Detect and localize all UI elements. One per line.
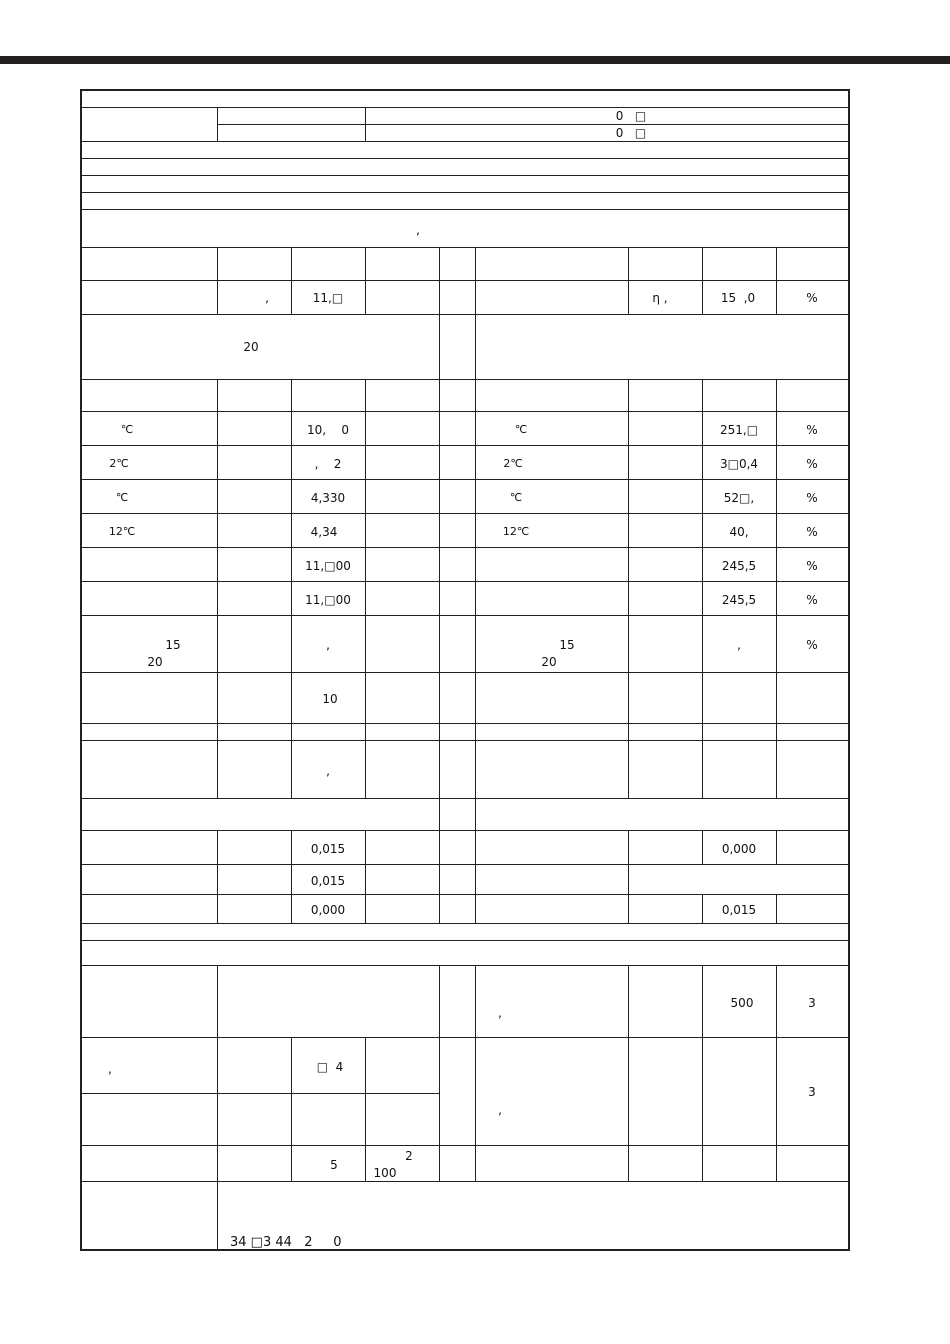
- range-label-right-bottom: 20: [541, 655, 557, 669]
- col-divider: [475, 830, 476, 923]
- temp-value-right: 251,□: [719, 423, 759, 437]
- temp-label-left: ℃: [120, 423, 134, 436]
- row-divider: [82, 247, 848, 248]
- row-divider: [82, 1145, 848, 1146]
- temp-unit: %: [806, 525, 818, 539]
- col-divider: [702, 965, 703, 1181]
- col-divider: [628, 379, 629, 798]
- temp-label-left: 2℃: [109, 457, 129, 470]
- range-label-left-top: 15: [165, 638, 181, 652]
- lower-r1-value: 500: [730, 996, 754, 1010]
- row-divider: [82, 280, 848, 281]
- temp-value-right: 40,: [729, 525, 749, 539]
- row-a-unit: %: [806, 291, 818, 305]
- row-divider: [82, 1181, 848, 1182]
- temp-label-right: ℃: [509, 491, 523, 504]
- col-divider: [475, 379, 476, 830]
- col-divider: [439, 247, 440, 314]
- row-divider: [82, 740, 848, 741]
- row-divider: [82, 723, 848, 724]
- lower-r4-value: 5: [330, 1158, 338, 1172]
- temp-label-right: ℃: [514, 423, 528, 436]
- col-divider: [475, 247, 476, 314]
- col-divider: [217, 1181, 218, 1251]
- temp-value-right: 52□,: [723, 491, 755, 505]
- temp-label-left: 12℃: [108, 525, 136, 538]
- range-label-right-top: 15: [559, 638, 575, 652]
- col-divider: [475, 314, 476, 379]
- coef-value-right: 0,000: [721, 842, 757, 856]
- col-divider: [628, 830, 629, 923]
- lower-r4-ratio-top: 2: [405, 1149, 413, 1163]
- sum-unit: %: [806, 593, 818, 607]
- coef-value-left: 0,015: [310, 842, 346, 856]
- note-comma: ,: [416, 223, 420, 237]
- col-divider: [628, 247, 629, 314]
- col-divider: [439, 830, 440, 923]
- col-divider: [702, 247, 703, 314]
- col-divider: [365, 1037, 366, 1181]
- row-a-c2: ,: [265, 291, 269, 305]
- col-divider: [365, 379, 366, 798]
- range-unit: %: [806, 638, 818, 652]
- sum-value-right: 245,5: [721, 559, 757, 573]
- row-a-c7: η ,: [652, 291, 668, 305]
- temp-value-left: 10, 0: [307, 423, 349, 437]
- range-value-left: ,: [326, 638, 330, 652]
- lower-r2-unit: 3: [808, 1085, 816, 1099]
- lower-r4-ratio-bottom: 100: [373, 1166, 397, 1180]
- row-divider: [82, 175, 848, 176]
- lower-r2-comma-right: ,: [498, 1103, 502, 1117]
- row-divider: [82, 411, 848, 412]
- row-divider: [82, 192, 848, 193]
- page-header-bar: [0, 56, 950, 64]
- row-divider: [82, 513, 848, 514]
- col-divider: [439, 379, 440, 830]
- header-row1-value: 0 □: [615, 109, 647, 123]
- row-divider: [82, 923, 848, 924]
- temp-value-left: 4,34: [310, 525, 338, 539]
- footer-reference-text: 34 □3 44 2 0: [230, 1235, 342, 1250]
- header-row2-value: 0 □: [615, 126, 647, 140]
- lower-r2-comma-left: ,: [108, 1062, 112, 1076]
- coef-value-left: 0,000: [310, 903, 346, 917]
- row-divider: [82, 209, 848, 210]
- row-divider: [82, 158, 848, 159]
- row-divider: [82, 314, 848, 315]
- row-divider: [82, 830, 848, 831]
- row-divider: [82, 141, 848, 142]
- row-a-c8: 15 ,0: [720, 291, 756, 305]
- ten-row-value: 10: [322, 692, 338, 706]
- col-divider: [365, 247, 366, 314]
- col-divider: [217, 379, 218, 798]
- col-divider: [217, 965, 218, 1181]
- temp-value-left: , 2: [314, 457, 342, 471]
- col-divider: [439, 965, 440, 1181]
- row-divider: [82, 1037, 848, 1038]
- col-divider: [217, 107, 218, 141]
- row-divider: [82, 615, 848, 616]
- comma-row-value: ,: [326, 764, 330, 778]
- temp-unit: %: [806, 423, 818, 437]
- col-divider: [291, 830, 292, 923]
- col-divider: [776, 830, 777, 864]
- col-divider: [365, 107, 366, 141]
- row-divider: [82, 107, 848, 108]
- sum-value-left: 11,□00: [305, 593, 351, 607]
- row-divider: [82, 672, 848, 673]
- span-row-value: 20: [243, 340, 259, 354]
- temp-label-left: ℃: [115, 491, 129, 504]
- col-divider: [217, 830, 218, 923]
- row-divider: [82, 479, 848, 480]
- coef-value-right: 0,015: [721, 903, 757, 917]
- row-divider: [82, 894, 848, 895]
- spec-table: [80, 89, 850, 1251]
- temp-unit: %: [806, 491, 818, 505]
- range-label-left-bottom: 20: [147, 655, 163, 669]
- temp-label-right: 2℃: [503, 457, 523, 470]
- row-divider: [82, 864, 848, 865]
- sum-unit: %: [806, 559, 818, 573]
- col-divider: [291, 247, 292, 314]
- row-divider: [82, 547, 848, 548]
- col-divider: [702, 894, 703, 923]
- row-divider: [82, 379, 848, 380]
- lower-r2-value: □ 4: [316, 1060, 344, 1074]
- col-divider: [475, 965, 476, 1181]
- temp-unit: %: [806, 457, 818, 471]
- row-divider: [82, 798, 848, 799]
- col-divider: [776, 247, 777, 314]
- col-divider: [702, 379, 703, 798]
- sum-value-left: 11,□00: [305, 559, 351, 573]
- temp-value-right: 3□0,4: [719, 457, 759, 471]
- temp-label-right: 12℃: [502, 525, 530, 538]
- row-divider: [82, 445, 848, 446]
- col-divider: [291, 1037, 292, 1181]
- temp-value-left: 4,330: [310, 491, 346, 505]
- row-divider: [82, 965, 848, 966]
- lower-r1-comma: ,: [498, 1006, 502, 1020]
- col-divider: [702, 830, 703, 864]
- col-divider: [776, 965, 777, 1181]
- col-divider: [439, 314, 440, 379]
- lower-r1-unit: 3: [808, 996, 816, 1010]
- col-divider: [776, 379, 777, 798]
- col-divider: [217, 247, 218, 314]
- row-divider: [82, 581, 848, 582]
- col-divider: [628, 965, 629, 1181]
- col-divider: [776, 894, 777, 923]
- row-divider: [217, 124, 848, 125]
- col-divider: [365, 830, 366, 923]
- row-divider: [82, 940, 848, 941]
- row-a-c3: 11,□: [312, 291, 344, 305]
- col-divider: [291, 379, 292, 798]
- coef-value-left: 0,015: [310, 874, 346, 888]
- range-value-right: ,: [737, 638, 741, 652]
- sum-value-right: 245,5: [721, 593, 757, 607]
- row-divider: [82, 1093, 439, 1094]
